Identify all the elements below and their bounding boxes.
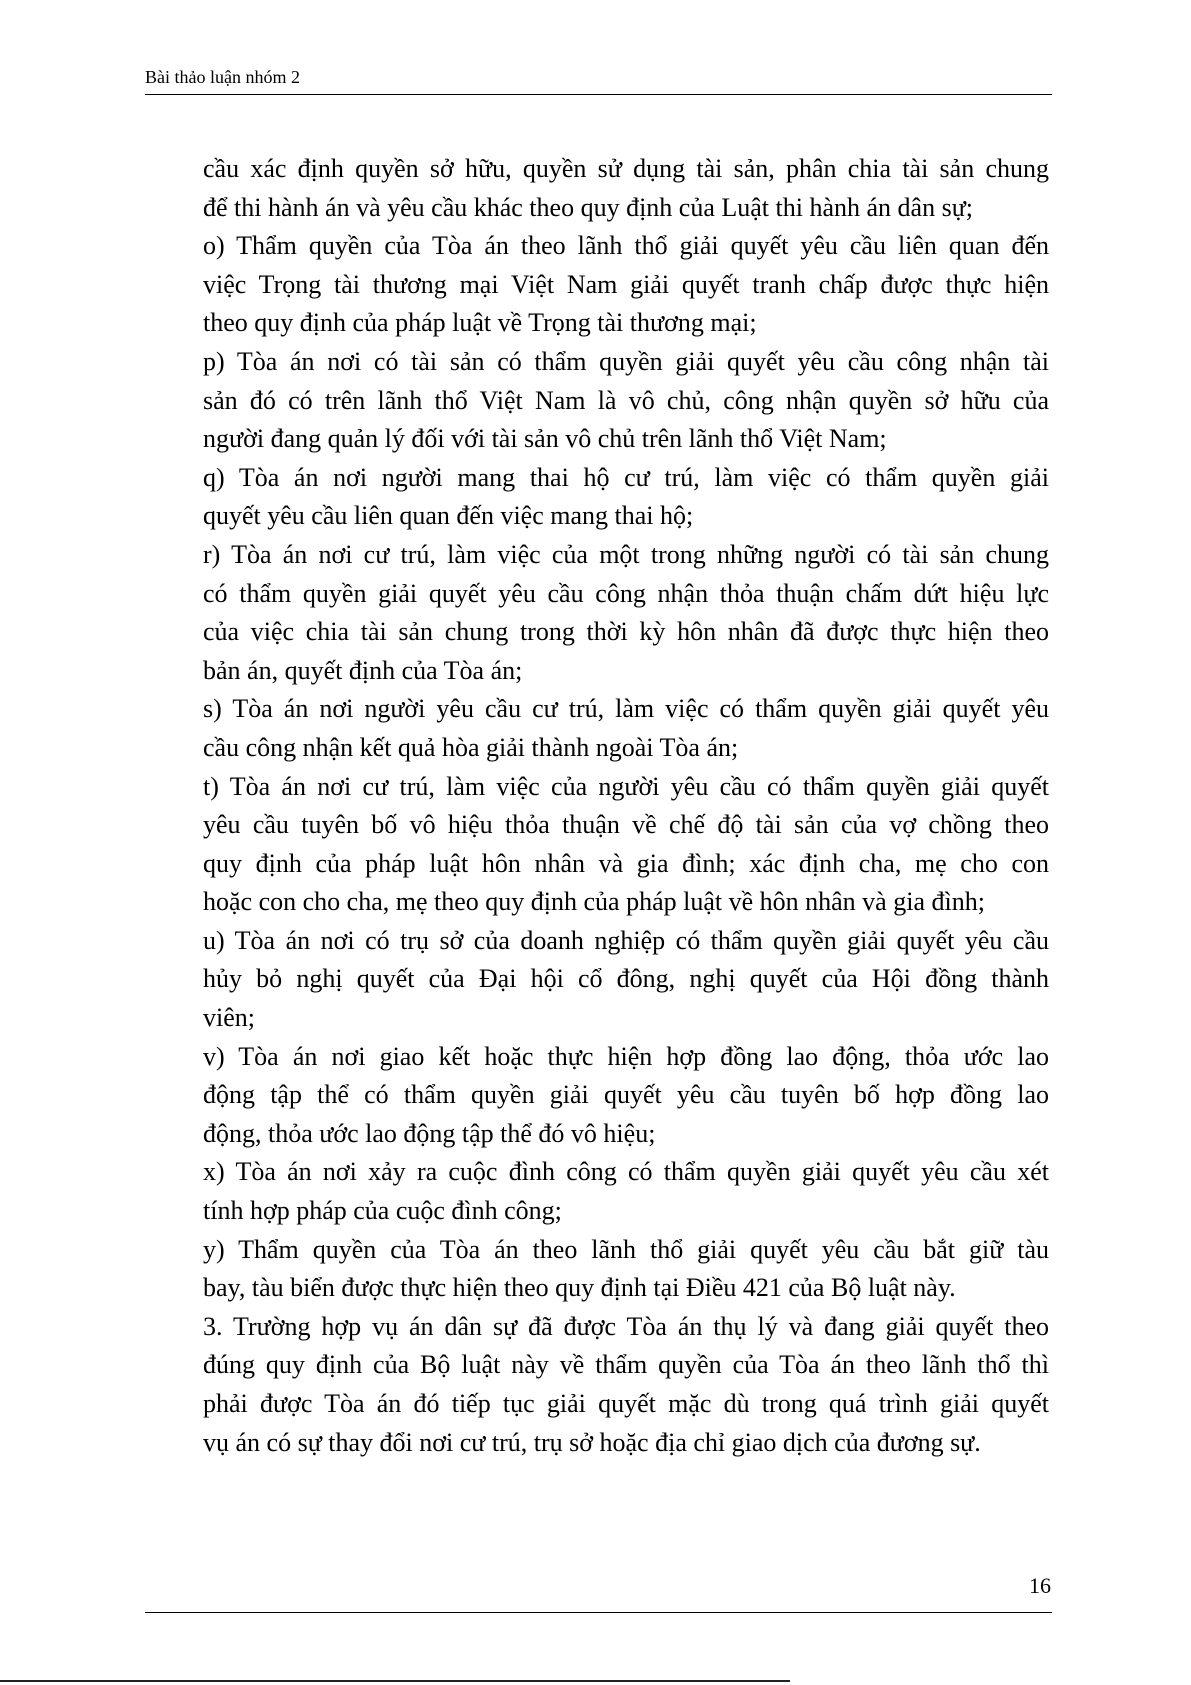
- page-header: [145, 66, 1045, 94]
- text-line: phải được Tòa án đó tiếp tục giải quyết mặc dù trong quá trình giải quyết: [203, 1389, 1049, 1418]
- text-line: để thi hành án và yêu cầu khác theo quy định của Luật thi hành án dân sự;: [203, 192, 974, 222]
- header-title: Bài thảo luận nhóm 2: [145, 67, 300, 87]
- text-line: của việc chia tài sản chung trong thời kỳ hôn nhân đã được thực hiện theo: [203, 617, 1049, 647]
- page-bottom-edge: [0, 1680, 790, 1682]
- text-line: người đang quản lý đối với tài sản vô chủ trên lãnh thổ Việt Nam;: [203, 424, 887, 454]
- text-line: v) Tòa án nơi giao kết hoặc thực hiện hợp đồng lao động, thỏa ước lao: [203, 1041, 1049, 1071]
- document-body: [203, 150, 1049, 1462]
- text-line: động tập thể có thẩm quyền giải quyết yêu cầu tuyên bố hợp đồng lao: [203, 1080, 1049, 1110]
- text-line: yêu cầu tuyên bố vô hiệu thỏa thuận về chế độ tài sản của vợ chồng theo: [203, 810, 1049, 840]
- text-line: quyết yêu cầu liên quan đến việc mang thai hộ;: [203, 501, 694, 531]
- text-line: vụ án có sự thay đổi nơi cư trú, trụ sở hoặc địa chỉ giao dịch của đương sự.: [203, 1427, 981, 1457]
- text-line: 3. Trường hợp vụ án dân sự đã được Tòa án thụ lý và đang giải quyết theo: [203, 1311, 1049, 1341]
- text-line: bay, tàu biển được thực hiện theo quy định tại Điều 421 của Bộ luật này.: [203, 1273, 956, 1303]
- text-line: theo quy định của pháp luật về Trọng tài thương mại;: [203, 308, 757, 338]
- text-line: x) Tòa án nơi xảy ra cuộc đình công có thẩm quyền giải quyết yêu cầu xét: [203, 1157, 1049, 1187]
- text-line: có thẩm quyền giải quyết yêu cầu công nhận thỏa thuận chấm dứt hiệu lực: [203, 578, 1049, 608]
- text-line: s) Tòa án nơi người yêu cầu cư trú, làm việc có thẩm quyền giải quyết yêu: [203, 694, 1049, 724]
- text-line: y) Thẩm quyền của Tòa án theo lãnh thổ giải quyết yêu cầu bắt giữ tàu: [203, 1234, 1049, 1264]
- text-line: đúng quy định của Bộ luật này về thẩm quyền của Tòa án theo lãnh thổ thì: [203, 1350, 1049, 1380]
- text-line: cầu công nhận kết quả hòa giải thành ngoài Tòa án;: [203, 732, 739, 762]
- page-number: 16: [1029, 1573, 1051, 1598]
- text-line: q) Tòa án nơi người mang thai hộ cư trú, làm việc có thẩm quyền giải: [203, 462, 1049, 492]
- text-line: u) Tòa án nơi có trụ sở của doanh nghiệp có thẩm quyền giải quyết yêu cầu: [203, 925, 1049, 955]
- text-line: bản án, quyết định của Tòa án;: [203, 655, 523, 685]
- text-line: viên;: [203, 1003, 255, 1033]
- text-line: hoặc con cho cha, mẹ theo quy định của pháp luật về hôn nhân và gia đình;: [203, 887, 985, 917]
- header-divider: [145, 94, 1052, 95]
- text-line: sản đó có trên lãnh thổ Việt Nam là vô chủ, công nhận quyền sở hữu của: [203, 385, 1049, 415]
- text-line: động, thỏa ước lao động tập thể đó vô hiệu;: [203, 1118, 656, 1148]
- text-line: hủy bỏ nghị quyết của Đại hội cổ đông, nghị quyết của Hội đồng thành: [203, 964, 1049, 994]
- text-line: quy định của pháp luật hôn nhân và gia đình; xác định cha, mẹ cho con: [203, 848, 1049, 878]
- text-line: t) Tòa án nơi cư trú, làm việc của người yêu cầu có thẩm quyền giải quyết: [203, 771, 1049, 801]
- text-line: tính hợp pháp của cuộc đình công;: [203, 1196, 562, 1226]
- text-line: p) Tòa án nơi có tài sản có thẩm quyền giải quyết yêu cầu công nhận tài: [203, 346, 1049, 376]
- text-line: cầu xác định quyền sở hữu, quyền sử dụng tài sản, phân chia tài sản chung: [203, 154, 1049, 183]
- footer-divider: [145, 1612, 1052, 1613]
- text-line: r) Tòa án nơi cư trú, làm việc của một trong những người có tài sản chung: [203, 539, 1049, 569]
- text-line: o) Thẩm quyền của Tòa án theo lãnh thổ giải quyết yêu cầu liên quan đến: [203, 231, 1049, 261]
- text-line: việc Trọng tài thương mại Việt Nam giải quyết tranh chấp được thực hiện: [203, 269, 1049, 299]
